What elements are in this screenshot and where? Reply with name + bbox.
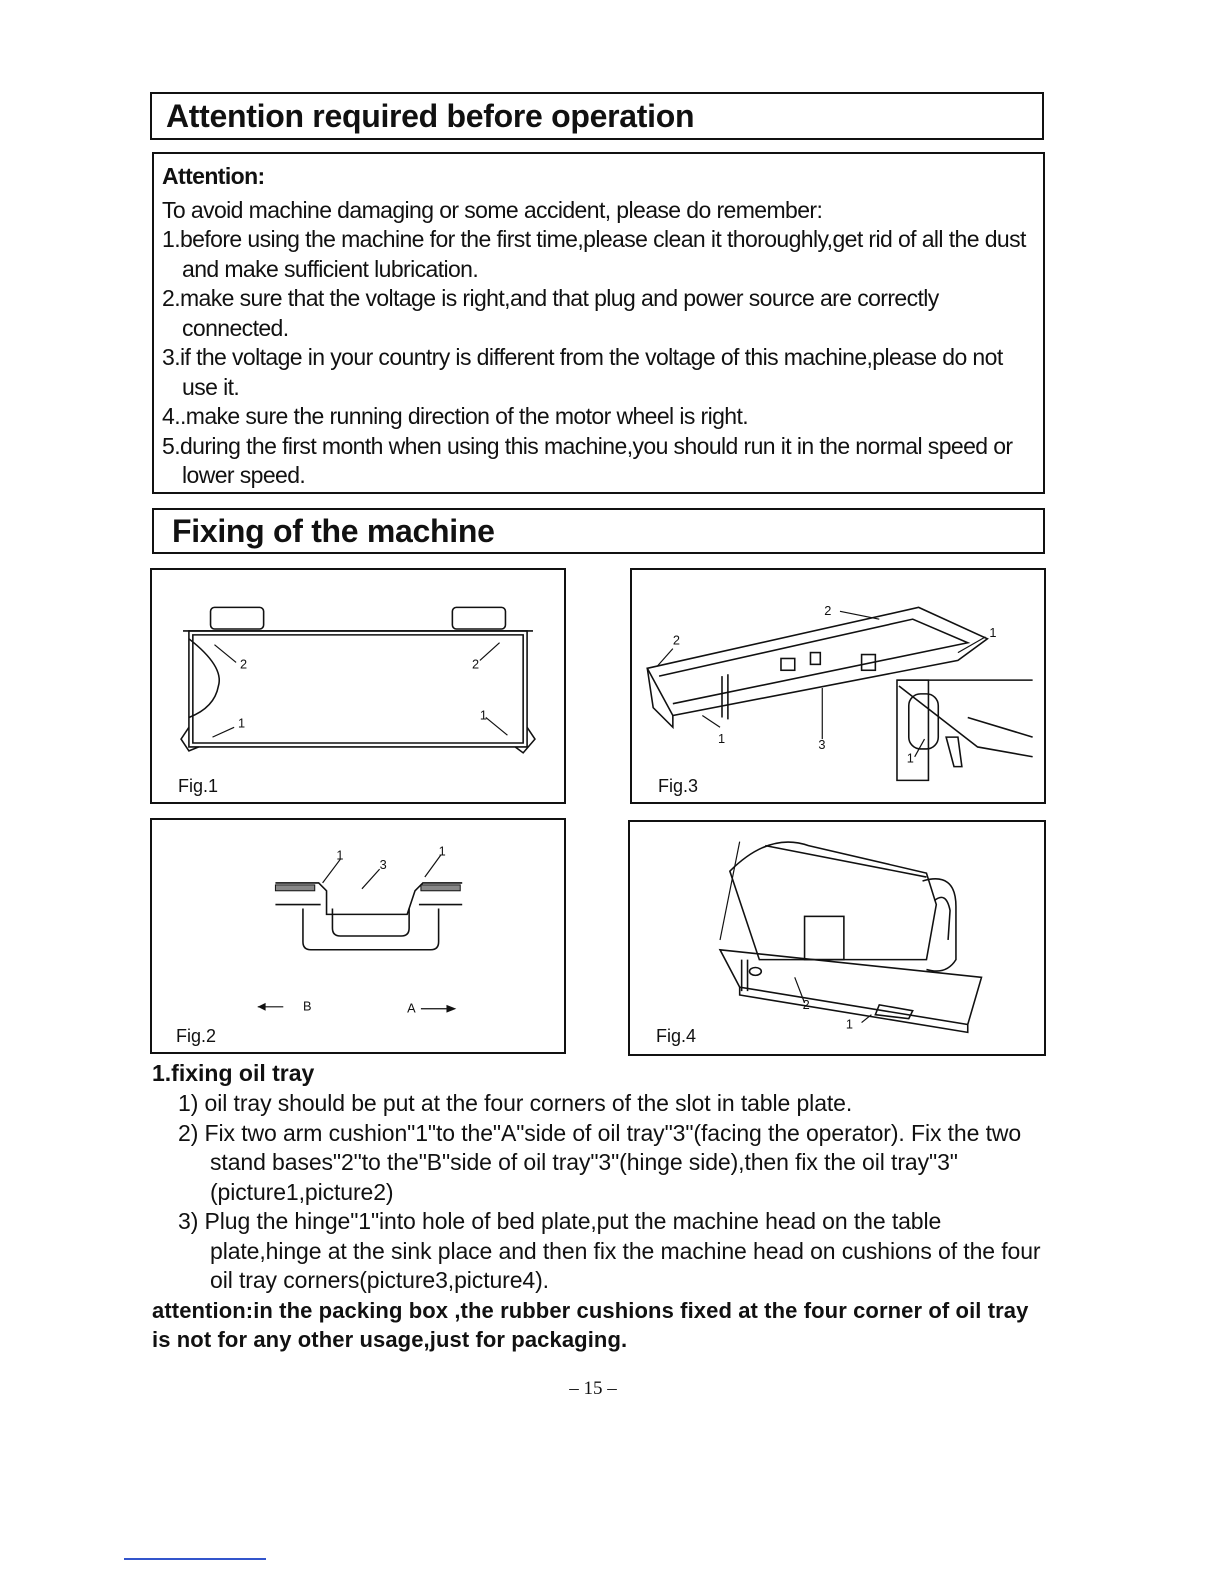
instruction-step-1: 1) oil tray should be put at the four corners of the slot in table plate. (178, 1090, 853, 1116)
attention-heading: Attention: (162, 163, 265, 189)
section-title-fixing: Fixing of the machine (172, 513, 495, 549)
machine-bed-hinge-drawing (632, 570, 1044, 802)
fig4-callout-1: 1 (845, 1016, 853, 1032)
section-header-attention (150, 92, 1044, 140)
section-header-fixing (152, 508, 1045, 554)
instruction-step-2: 2) Fix two arm cushion"1"to the"A"side of oil tray"3"(facing the operator). Fix the two stand bases"2"to the"B"side of oil tray"3"(hinge side),then fix the oil tray"3"(picture1,picture2) (178, 1119, 1022, 1205)
fig3-callout-1b: 1 (718, 731, 726, 747)
fig3-callout-3: 3 (818, 736, 826, 752)
instructions-block (152, 1060, 1052, 1354)
oil-tray-top-view-drawing (152, 570, 564, 802)
attention-item-2: 2.make sure that the voltage is right,and that plug and power source are correctly connected. (162, 285, 939, 341)
instruction-step-3: 3) Plug the hinge"1"into hole of bed plate,put the machine head on the table plate,hinge at the sink place and then fix the machine head on cushions of the four oil tray corners(picture3,picture4). (178, 1208, 1041, 1293)
packaging-note: attention:in the packing box ,the rubber cushions fixed at the four corner of oil tray is not for any other usage,just for packaging. (152, 1297, 1029, 1352)
attention-box (152, 152, 1045, 494)
attention-item-1: 1.before using the machine for the first time,please clean it thoroughly,get rid of all the dust and make sufficient lubrication. (162, 226, 1026, 282)
figure-2 (150, 818, 566, 1054)
fig2-callout-1a: 1 (336, 847, 344, 863)
fig1-callout-1a: 1 (238, 715, 246, 731)
fig2-callout-b: B (302, 998, 312, 1014)
figure-1 (150, 568, 566, 804)
fig2-callout-a: A (407, 1000, 416, 1016)
fig2-callout-3: 3 (379, 857, 387, 873)
figure-4 (628, 820, 1046, 1056)
fig1-label: Fig.1 (178, 776, 219, 796)
fig1-callout-2a: 2 (240, 656, 248, 672)
fig3-label: Fig.3 (658, 776, 699, 796)
footer-rule (124, 1558, 266, 1560)
attention-item-5: 5.during the first month when using this machine,you should run it in the normal speed or lower speed. (162, 432, 1013, 488)
figure-3 (630, 568, 1046, 804)
page-number: – 15 – (569, 1378, 617, 1399)
attention-item-4: 4..make sure the running direction of the motor wheel is right. (162, 403, 749, 429)
attention-item-3: 3.if the voltage in your country is different from the voltage of this machine,please do not use it. (162, 344, 1003, 400)
fig3-callout-2a: 2 (824, 603, 832, 619)
fig1-callout-2b: 2 (472, 656, 480, 672)
attention-intro: To avoid machine damaging or some accident, please do remember: (162, 196, 823, 223)
instructions-subtitle: 1.fixing oil tray (152, 1060, 315, 1086)
fig4-callout-2: 2 (802, 996, 810, 1012)
fig3-callout-1a: 1 (989, 624, 997, 640)
oil-tray-cross-section-drawing (152, 820, 564, 1052)
fig2-label: Fig.2 (176, 1026, 217, 1046)
fig4-label: Fig.4 (656, 1026, 697, 1046)
section-title-attention: Attention required before operation (166, 98, 695, 134)
machine-head-on-table-drawing (630, 822, 1044, 1054)
fig3-callout-1c: 1 (906, 750, 914, 766)
fig2-callout-1b: 1 (438, 843, 446, 859)
fig1-callout-1b: 1 (479, 707, 488, 723)
fig3-callout-2b: 2 (672, 632, 680, 648)
